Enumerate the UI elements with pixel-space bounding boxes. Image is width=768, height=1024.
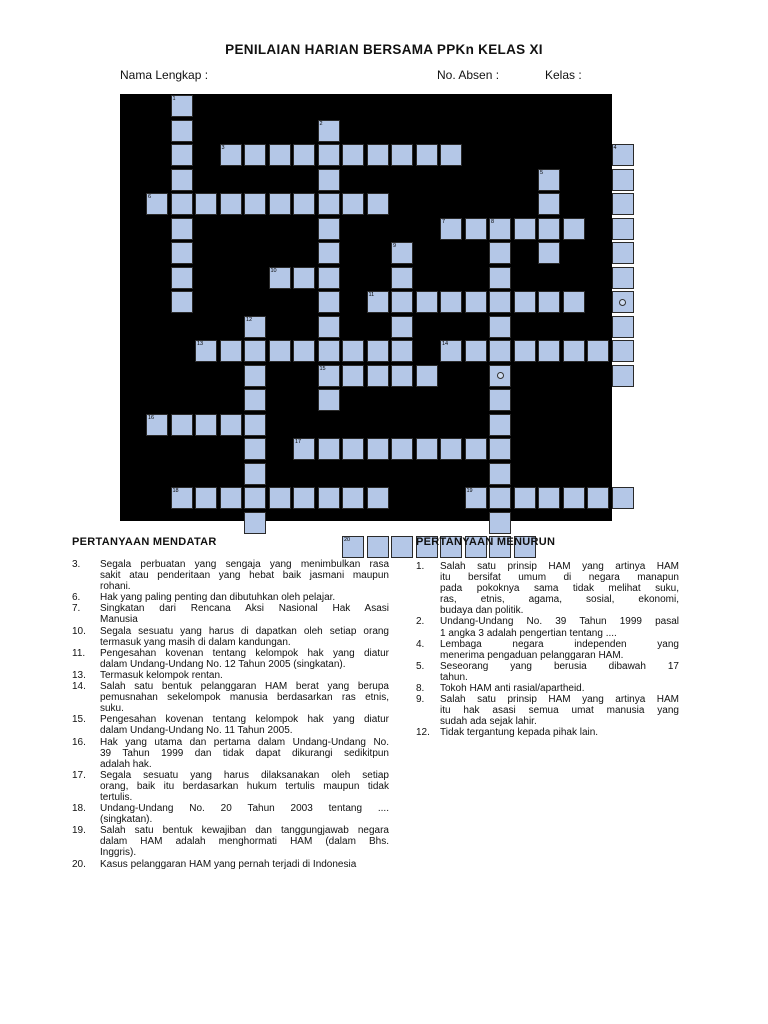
clue-item-text: [100, 670, 389, 681]
crossword-cell[interactable]: [171, 144, 193, 166]
clue-number: 10: [270, 267, 277, 274]
circle-marker-icon: [619, 299, 626, 306]
clue-item-number: 10.: [72, 625, 86, 637]
crossword-cell[interactable]: [293, 487, 315, 509]
crossword-cell[interactable]: [244, 438, 266, 460]
clue-number: 20: [344, 537, 351, 543]
crossword-cell[interactable]: [489, 512, 511, 534]
crossword-cell[interactable]: [465, 218, 487, 240]
crossword-cell[interactable]: [293, 144, 315, 166]
crossword-cell[interactable]: [269, 340, 291, 362]
crossword-cell[interactable]: [318, 193, 340, 215]
circle-marker-icon: [497, 372, 504, 379]
crossword-cell[interactable]: [342, 193, 364, 215]
clue-item-number: 11.: [72, 647, 86, 659]
crossword-cell[interactable]: [220, 487, 242, 509]
clue-line: Termasuk kelompok rentan.: [100, 669, 223, 681]
clue-line: orang, baik itu berdasarkan hukum tertulis maupun tidak: [100, 780, 389, 792]
clue-item-text: [100, 648, 389, 670]
crossword-cell[interactable]: [367, 536, 389, 558]
clue-item-text: [100, 714, 389, 736]
clue-line: Lembaga negara independen yang: [440, 638, 679, 650]
clue-line: 1 angka 3 adalah pengertian tentang ....: [440, 627, 617, 639]
clue-number: 15: [319, 365, 326, 372]
clue-item-number: 3.: [72, 559, 81, 570]
crossword-cell[interactable]: [318, 267, 340, 289]
clue-item-number: 15.: [72, 714, 86, 726]
clue-item-text: [440, 561, 679, 616]
crossword-cell[interactable]: [440, 291, 462, 313]
mendatar-clue-list: [72, 559, 389, 870]
clue-item: [416, 727, 679, 738]
crossword-cell[interactable]: [391, 316, 413, 338]
clue-line: 39 Tahun 1999 dan tidak dapat dikurangi sedikitpun: [100, 747, 389, 759]
clue-item-number: 19.: [72, 825, 86, 837]
crossword-cell[interactable]: [244, 463, 266, 485]
crossword-cell[interactable]: [391, 144, 413, 166]
crossword-cell[interactable]: [318, 144, 340, 166]
clue-line: Undang-Undang No. 39 Tahun 1999 pasal: [440, 616, 679, 628]
clue-line: Tokoh HAM anti rasial/apartheid.: [440, 683, 585, 695]
crossword-cell[interactable]: [244, 487, 266, 509]
absen-field-label: No. Absen :: [437, 68, 500, 82]
crossword-cell[interactable]: [612, 242, 634, 264]
clue-line: ras, etnis, agama, sosial, ekonomi,: [440, 594, 679, 606]
clue-item: [72, 681, 389, 714]
clue-line: Salah satu prinsip HAM yang artinya HAM: [440, 561, 679, 572]
crossword-cell[interactable]: [171, 193, 193, 215]
clue-number: 2: [319, 120, 323, 127]
crossword-cell[interactable]: [489, 242, 511, 264]
clue-number: 8: [491, 218, 495, 225]
crossword-cell[interactable]: [171, 267, 193, 289]
clue-item-number: 14.: [72, 681, 86, 693]
crossword-cell[interactable]: [171, 169, 193, 191]
clue-item: [416, 694, 679, 727]
clue-number: 13: [197, 341, 204, 347]
crossword-cell[interactable]: [318, 438, 340, 460]
clue-item: [72, 648, 389, 670]
crossword-cell[interactable]: [391, 536, 413, 558]
clue-line: sakit atau penderitaan yang hebat baik jasmani maupun: [100, 570, 389, 582]
crossword-cell[interactable]: [514, 218, 536, 240]
clue-item-number: 13.: [72, 669, 86, 681]
clue-line: Hak yang paling penting dan dibutuhkan oleh pelajar.: [100, 592, 336, 604]
crossword-cell[interactable]: [244, 414, 266, 436]
crossword-cell[interactable]: [489, 389, 511, 411]
crossword-cell[interactable]: [538, 340, 560, 362]
crossword-cell[interactable]: [195, 414, 217, 436]
crossword-cell[interactable]: [171, 242, 193, 264]
crossword-cell[interactable]: [489, 414, 511, 436]
clue-line: Inggris).: [100, 847, 137, 859]
crossword-cell[interactable]: [244, 193, 266, 215]
crossword-cell[interactable]: [416, 438, 438, 460]
clue-number: 6: [148, 194, 152, 200]
crossword-cell[interactable]: [538, 193, 560, 215]
crossword-cell[interactable]: [489, 487, 511, 509]
menurun-heading: PERTANYAAN MENURUN: [416, 536, 556, 548]
clue-line: dalam Undang-Undang No. 12 Tahun 2005 (singkatan).: [100, 658, 346, 670]
clue-line: Salah satu bentuk pelanggaran HAM berat yang berupa: [100, 681, 389, 693]
clue-item-text: [100, 681, 389, 714]
clue-line: rohani.: [100, 581, 131, 593]
clue-item-text: [440, 616, 679, 638]
crossword-cell[interactable]: [171, 120, 193, 142]
clue-number: 7: [442, 218, 446, 225]
clue-item-text: [440, 727, 679, 738]
clue-line: pemusnahan sekelompok manusia berdasarkan ras etnis,: [100, 692, 389, 704]
clue-item: [72, 559, 389, 592]
crossword-cell[interactable]: [514, 340, 536, 362]
crossword-cell[interactable]: [465, 438, 487, 460]
clue-item: [72, 859, 389, 870]
clue-item-text: [100, 603, 389, 625]
clue-item-number: 20.: [72, 858, 86, 870]
clue-item-number: 1.: [416, 561, 425, 572]
crossword-cell[interactable]: [391, 438, 413, 460]
clue-item: [72, 737, 389, 770]
mendatar-heading: PERTANYAAN MENDATAR: [72, 536, 217, 548]
crossword-cell[interactable]: [489, 340, 511, 362]
crossword-cell[interactable]: [612, 267, 634, 289]
clue-line: tertulis.: [100, 791, 133, 803]
crossword-cell[interactable]: [318, 291, 340, 313]
clue-line: dalam Undang-Undang No. 11 Tahun 2005.: [100, 725, 293, 737]
crossword-cell[interactable]: [440, 144, 462, 166]
clue-line: Seseorang yang berusia dibawah 17: [440, 660, 679, 672]
clue-number: 16: [148, 414, 155, 421]
clue-item-number: 6.: [72, 592, 81, 604]
clue-line: Manusia: [100, 614, 138, 626]
crossword-cell[interactable]: [416, 291, 438, 313]
clue-line: dalam HAM adalah menghormati HAM (dalam Bhs.: [100, 836, 389, 848]
clue-item-number: 5.: [416, 660, 425, 672]
crossword-cell[interactable]: [367, 340, 389, 362]
crossword-cell[interactable]: [318, 242, 340, 264]
crossword-cell[interactable]: [416, 365, 438, 387]
crossword-cell[interactable]: [465, 291, 487, 313]
clue-number: 19: [466, 488, 473, 494]
clue-line: Pengesahan kovenan tentang kelompok hak yang diatur: [100, 714, 389, 726]
clue-line: (singkatan).: [100, 814, 153, 826]
crossword-cell[interactable]: [318, 389, 340, 411]
crossword-cell[interactable]: [391, 291, 413, 313]
crossword-cell[interactable]: [440, 438, 462, 460]
clue-item-number: 9.: [416, 694, 425, 706]
clue-item: [72, 603, 389, 625]
name-field-label: Nama Lengkap :: [120, 68, 209, 82]
crossword-cell[interactable]: [563, 340, 585, 362]
crossword-cell[interactable]: [612, 193, 634, 215]
crossword-cell[interactable]: [318, 169, 340, 191]
crossword-cell[interactable]: [220, 414, 242, 436]
crossword-cell[interactable]: [293, 193, 315, 215]
crossword-cell[interactable]: [171, 218, 193, 240]
crossword-cell[interactable]: [538, 242, 560, 264]
clue-line: Pengesahan kovenan tentang kelompok hak yang diatur: [100, 647, 389, 659]
crossword-cell[interactable]: [563, 291, 585, 313]
clue-line: Tidak tergantung kepada pihak lain.: [440, 727, 599, 739]
crossword-cell[interactable]: [195, 193, 217, 215]
clue-item-number: 8.: [416, 683, 425, 695]
crossword-cell[interactable]: [538, 218, 560, 240]
clue-item: [72, 670, 389, 681]
clue-item-text: [100, 626, 389, 648]
clue-item-text: [100, 803, 389, 825]
clue-item: [72, 803, 389, 825]
clue-number: 14: [442, 341, 449, 347]
crossword-cell[interactable]: [342, 487, 364, 509]
crossword-cell[interactable]: [391, 267, 413, 289]
clue-line: Undang-Undang No. 20 Tahun 2003 tentang ....: [100, 803, 389, 815]
clue-item-number: 4.: [416, 638, 425, 650]
clue-number: 4: [613, 145, 617, 151]
clue-line: Segala sesuatu yang harus dilaksanakan oleh setiap: [100, 769, 389, 781]
clue-number: 11: [368, 292, 375, 298]
crossword-cell[interactable]: [171, 414, 193, 436]
crossword-cell[interactable]: [367, 365, 389, 387]
crossword-cell[interactable]: [244, 144, 266, 166]
crossword-cell[interactable]: [367, 144, 389, 166]
crossword-cell[interactable]: [342, 340, 364, 362]
crossword-cell[interactable]: [538, 291, 560, 313]
crossword-cell[interactable]: [612, 169, 634, 191]
crossword-cell[interactable]: [269, 193, 291, 215]
crossword-cell[interactable]: [342, 365, 364, 387]
crossword-cell[interactable]: [563, 487, 585, 509]
crossword-cell[interactable]: [318, 487, 340, 509]
crossword-cell[interactable]: [489, 267, 511, 289]
crossword-cell[interactable]: [489, 463, 511, 485]
clue-line: pada pokoknya sama tidak melihat suku,: [440, 583, 679, 595]
clue-line: tahun.: [440, 671, 468, 683]
crossword-cell[interactable]: [587, 340, 609, 362]
crossword-cell[interactable]: [612, 340, 634, 362]
clue-line: itu hak asasi semua umat manusia yang: [440, 705, 679, 717]
clue-item-text: [440, 661, 679, 683]
clue-item-number: 18.: [72, 803, 86, 815]
clue-line: sudah ada sejak lahir.: [440, 716, 537, 728]
clue-item-text: [440, 683, 679, 694]
clue-line: Salah satu bentuk kewajiban dan tanggungjawab negara: [100, 825, 389, 837]
clue-item: [416, 683, 679, 694]
crossword-cell[interactable]: [391, 365, 413, 387]
crossword-cell[interactable]: [612, 316, 634, 338]
clue-item-text: [100, 770, 389, 803]
clue-line: suku.: [100, 703, 124, 715]
crossword-cell[interactable]: [293, 267, 315, 289]
crossword-cell[interactable]: [220, 193, 242, 215]
clue-item-text: [100, 825, 389, 858]
clue-item: [72, 770, 389, 803]
crossword-cell[interactable]: [318, 218, 340, 240]
kelas-field-label: Kelas :: [545, 68, 582, 82]
crossword-cell[interactable]: [293, 340, 315, 362]
crossword-cell[interactable]: [367, 487, 389, 509]
crossword-cell[interactable]: [612, 218, 634, 240]
clue-item-text: [440, 639, 679, 661]
crossword-cell[interactable]: [367, 438, 389, 460]
clue-item-number: 2.: [416, 616, 425, 628]
clue-number: 1: [172, 96, 176, 102]
crossword-cell[interactable]: [220, 340, 242, 362]
crossword-cell[interactable]: [244, 340, 266, 362]
clue-line: adalah hak.: [100, 758, 152, 770]
crossword-cell[interactable]: [489, 438, 511, 460]
crossword-cell[interactable]: [244, 365, 266, 387]
clue-item: [72, 825, 389, 858]
clue-item-text: [100, 559, 389, 592]
crossword-cell[interactable]: [391, 340, 413, 362]
clue-line: itu bersifat umum di negara manapun: [440, 572, 679, 584]
crossword-cell[interactable]: [342, 144, 364, 166]
crossword-cell[interactable]: [367, 193, 389, 215]
crossword-cell[interactable]: [514, 291, 536, 313]
clue-item: [416, 661, 679, 683]
clue-item-number: 16.: [72, 736, 86, 748]
clue-item: [416, 561, 679, 616]
crossword-cell[interactable]: [465, 340, 487, 362]
crossword-cell[interactable]: [489, 291, 511, 313]
clue-item-text: [440, 694, 679, 727]
clue-line: Kasus pelanggaran HAM yang pernah terjadi di Indonesia: [100, 858, 357, 870]
clue-line: Segala perbuatan yang sengaja yang menimbulkan rasa: [100, 559, 389, 570]
crossword-cell[interactable]: [612, 365, 634, 387]
clue-item: [416, 639, 679, 661]
crossword-cell[interactable]: [318, 340, 340, 362]
clue-line: Singkatan dari Rencana Aksi Nasional Hak Asasi: [100, 603, 389, 615]
crossword-cell[interactable]: [318, 316, 340, 338]
crossword-cell[interactable]: [342, 438, 364, 460]
crossword-cell[interactable]: [612, 487, 634, 509]
menurun-clue-list: [416, 561, 679, 739]
clue-line: budaya dan politik.: [440, 605, 524, 617]
clue-item: [72, 714, 389, 736]
crossword-cell[interactable]: [195, 487, 217, 509]
clue-line: Salah satu prinsip HAM yang artinya HAM: [440, 694, 679, 706]
crossword-cell[interactable]: [269, 487, 291, 509]
clue-number: 5: [540, 169, 544, 176]
clue-line: Segala sesuatu yang harus di dapatkan oleh setiap orang: [100, 625, 389, 637]
crossword-cell[interactable]: [489, 316, 511, 338]
crossword-cell[interactable]: [269, 144, 291, 166]
clue-item-number: 12.: [416, 727, 430, 739]
clue-item-text: [100, 737, 389, 770]
clue-number: 18: [172, 488, 179, 494]
clue-item: [416, 616, 679, 638]
clue-item: [72, 626, 389, 648]
crossword-cell[interactable]: [514, 487, 536, 509]
crossword-cell[interactable]: [563, 218, 585, 240]
clue-item-text: [100, 592, 389, 603]
crossword-cell[interactable]: [538, 487, 560, 509]
crossword-cell[interactable]: [416, 144, 438, 166]
clue-line: Hak yang utama dan pertama dalam Undang-Undang No.: [100, 736, 389, 748]
clue-line: termasuk yang masih di dalam kandungan.: [100, 636, 291, 648]
clue-number: 9: [393, 243, 397, 249]
clue-number: 12: [246, 316, 253, 323]
clue-number: 17: [295, 439, 302, 445]
clue-number: 3: [221, 145, 225, 151]
crossword-cell[interactable]: [587, 487, 609, 509]
page-title: PENILAIAN HARIAN BERSAMA PPKn KELAS XI: [225, 42, 543, 57]
crossword-cell[interactable]: [171, 291, 193, 313]
clue-item: [72, 592, 389, 603]
crossword-cell[interactable]: [244, 512, 266, 534]
clue-item-text: [100, 859, 389, 870]
clue-line: menerima pengaduan pelanggaran HAM.: [440, 649, 624, 661]
crossword-cell[interactable]: [244, 389, 266, 411]
clue-item-number: 7.: [72, 603, 81, 615]
clue-item-number: 17.: [72, 769, 86, 781]
